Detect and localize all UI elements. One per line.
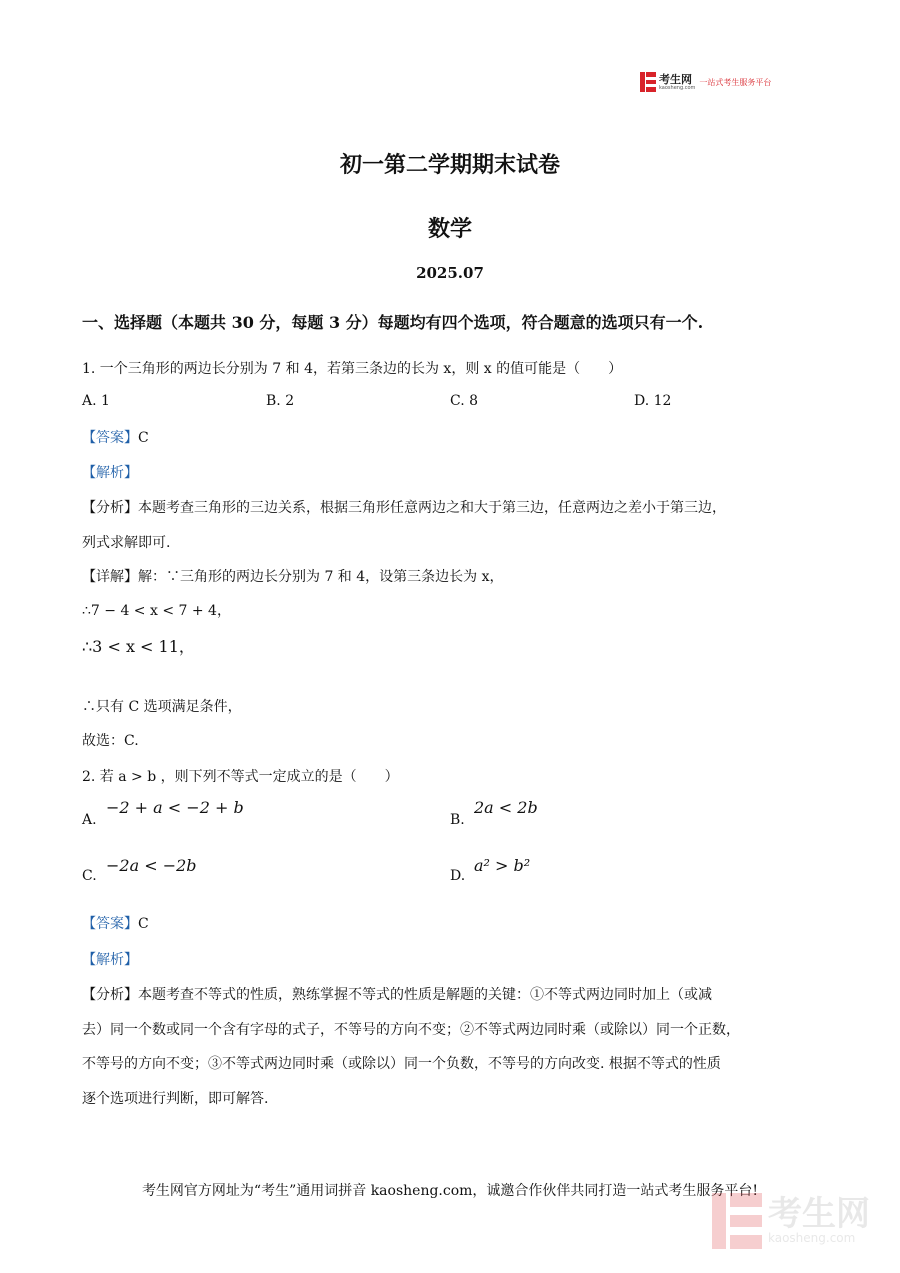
q1-option-c: C. 8 (450, 393, 479, 409)
q1-option-d: D. 12 (634, 393, 672, 409)
q1-answer-label: 【答案】 (82, 430, 138, 446)
watermark (712, 1193, 870, 1249)
q2-answer-label: 【答案】 (82, 916, 138, 932)
exam-date: 2025.07 (416, 264, 484, 282)
subject-title: 数学 (427, 216, 472, 242)
q2-option-d: a² > b² (474, 856, 531, 875)
q2-option-b: 2a < 2b (474, 798, 538, 817)
q1-stem: 1. 一个三角形的两边长分别为 7 和 4，若第三条边的长为 x，则 x 的值可能是（ ） (82, 361, 623, 377)
page-footer: 考生网官方网址为“考生”通用词拼音 kaosheng.com，诚邀合作伙伴共同打造一站式考生服务平台! (141, 1183, 759, 1199)
page-title: 初一第二学期期末试卷 (339, 152, 560, 178)
watermark-en: kaosheng.com (768, 1231, 856, 1245)
logo-icon (640, 72, 656, 92)
q1-option-a: A. 1 (82, 393, 110, 409)
watermark-logo-icon (712, 1193, 762, 1249)
logo-cn-text: 考生网 (659, 72, 692, 86)
logo-slogan: 一站式考生服务平台 (699, 77, 772, 87)
section-heading: 一、选择题（本题共 30 分，每题 3 分）每题均有四个选项，符合题意的选项只有一个. (82, 313, 704, 332)
q2-fenxi-line2: 去）同一个数或同一个含有字母的式子，不等号的方向不变；②不等式两边同时乘（或除以）同一个正数， (82, 1022, 740, 1038)
q1-analysis-label: 【解析】 (82, 465, 138, 481)
q2-option-c: −2a < −2b (106, 856, 197, 875)
q2-answer-value: C (138, 916, 149, 932)
q2-fenxi-line1: 【分析】本题考查不等式的性质，熟练掌握不等式的性质是解题的关键：①不等式两边同时加上（或减 (82, 987, 712, 1003)
watermark-cn: 考生网 (768, 1194, 870, 1234)
q1-step2: ∴3 < x < 11， (82, 637, 195, 656)
q1-fenxi-line1: 【分析】本题考查三角形的三边关系，根据三角形任意两边之和大于第三边，任意两边之差小于第三边， (82, 500, 726, 516)
q2-option-a-label: A. (82, 812, 97, 828)
q2-fenxi-line4: 逐个选项进行判断，即可解答. (82, 1091, 269, 1107)
logo-en-text: kaosheng.com (659, 84, 696, 91)
q2-option-a: −2 + a < −2 + b (106, 798, 244, 817)
q1-step3: ∴只有 C 选项满足条件， (82, 699, 242, 715)
site-logo (640, 72, 771, 92)
q2-option-b-label: B. (450, 812, 465, 828)
q1-answer (82, 427, 149, 447)
q1-step4: 故选：C. (82, 733, 139, 749)
q2-analysis-label: 【解析】 (82, 952, 138, 968)
q2-option-c-label: C. (82, 868, 97, 884)
q2-fenxi-line3: 不等号的方向不变；③不等式两边同时乘（或除以）同一个负数，不等号的方向改变. 根据不等式的性质 (82, 1056, 721, 1072)
q2-answer (82, 913, 149, 933)
q1-xiangjie: 【详解】解：∵三角形的两边长分别为 7 和 4，设第三条边长为 x， (82, 569, 504, 585)
q2-option-d-label: D. (450, 868, 466, 884)
q1-fenxi-line2: 列式求解即可. (82, 535, 171, 551)
q1-answer-value: C (138, 430, 149, 446)
q1-option-b: B. 2 (266, 393, 295, 409)
q1-step1: ∴7 − 4 < x < 7 + 4， (82, 603, 231, 619)
q2-stem: 2. 若 a > b ，则下列不等式一定成立的是（ ） (82, 769, 399, 785)
